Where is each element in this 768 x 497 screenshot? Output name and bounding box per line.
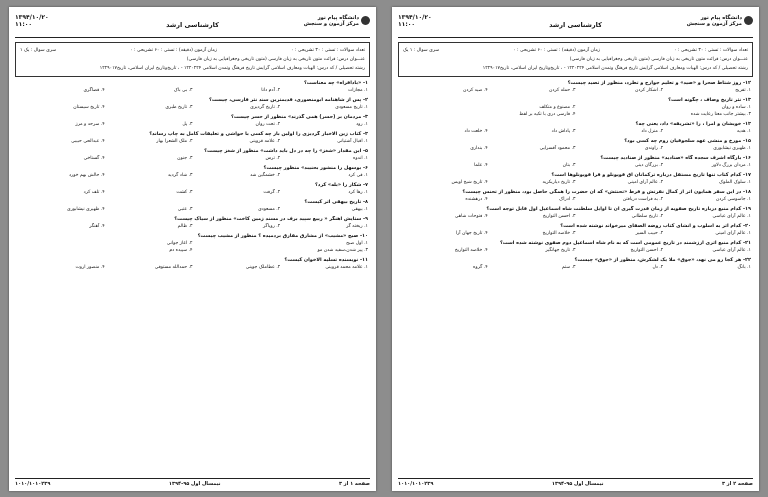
answer-option[interactable]: ۴. خلاصه التواریخ bbox=[454, 248, 488, 253]
answer-option[interactable]: ۱. تاریخ مسعودی bbox=[335, 105, 368, 110]
answer-option[interactable]: ۲. عالم آرای امینی bbox=[627, 180, 664, 185]
course-title: عنـــوان درس: قرائت متون تاریخی به زبان فارسی (متون تاریخی وجغرافیایی به زبان فارسی) bbox=[569, 57, 748, 62]
exam-page-2 bbox=[392, 7, 759, 491]
answer-options bbox=[17, 172, 368, 179]
answer-options bbox=[400, 196, 751, 203]
answer-option[interactable]: ۴. تاریخ سیستان bbox=[73, 105, 105, 110]
answer-option[interactable]: ۴. آهنگر bbox=[89, 224, 105, 229]
exam-level-title: کارشناسی ارشد bbox=[549, 21, 602, 29]
answer-option[interactable]: ۲. ترس bbox=[265, 156, 281, 161]
answer-option[interactable]: ۳. ملک الشعرا بهار bbox=[156, 139, 193, 144]
answer-option[interactable]: ۳. تاریخ دیاربکریه bbox=[542, 180, 576, 185]
answer-option[interactable]: ۲. اغاز جوانی bbox=[166, 241, 193, 246]
exam-date-time: ۱۳۹۴/۱۰/۲۰ ۱۱:۰۰ bbox=[15, 14, 49, 28]
answer-option[interactable]: ۴. علما bbox=[474, 163, 488, 168]
answer-option[interactable]: ۲. رویاگر bbox=[263, 224, 281, 229]
question-text: ۱۵- مورخ و منشی عهد سلجوقیان روم چه کسی بود؟ bbox=[624, 138, 751, 144]
semester: نیمسال اول ۹۵-۱۳۹۴ bbox=[168, 481, 221, 487]
answer-option[interactable]: ۳. پیر شدن،سفید شدن مو bbox=[317, 248, 368, 253]
answer-option[interactable]: ۱. مجازات bbox=[347, 88, 368, 93]
answer-option[interactable]: ۱. ظهیری نیشابوری bbox=[713, 146, 751, 151]
university-name: دانشگاه پیام نور مرکز آزمون و سنجش bbox=[686, 15, 742, 27]
answer-options bbox=[17, 264, 368, 271]
question-text: ۶- بوسهل را منشور بحنیبد» منظور چیست؟ bbox=[263, 165, 368, 171]
exam-code: ۱۰۱۰/۱۰۱۰۲۳۹ bbox=[398, 481, 434, 487]
answer-option[interactable]: ۱. سلوک الملوک bbox=[718, 180, 751, 185]
page-header bbox=[398, 7, 753, 38]
question-text: ۱۲- روز شتاط صحرا و «صید» و تعلیم جوارح و تطرد، منظور از تصید چیست؟ bbox=[567, 80, 751, 86]
answer-option[interactable]: ۲. احسن التواریخ bbox=[630, 248, 664, 253]
answer-option[interactable]: ۴. سرحد و مرز bbox=[75, 122, 105, 127]
answer-option[interactable]: ۴. خلعت داد bbox=[464, 129, 488, 134]
question-text: ۷- شکار را «بله» کرد؟ bbox=[315, 182, 368, 188]
answer-option[interactable]: ۳. حمله کردن bbox=[549, 88, 576, 93]
answer-option[interactable]: ۱. عالم آرای امینی bbox=[715, 231, 751, 236]
question-text: ۲۲- هر کجا رو می نهد، «جوق» ملا یک لشکرش، منظور از «جوق» چیست؟ bbox=[574, 257, 751, 263]
answer-options bbox=[17, 240, 368, 254]
answer-option[interactable]: ۴. گستاخی bbox=[83, 156, 105, 161]
question-text: ۱۰- صبح «مشیب» از مشارق مفارق بردمیده ؟ منظور از مشیب چیست؟ bbox=[197, 233, 368, 239]
answer-option[interactable]: ۳. جنون bbox=[177, 156, 193, 161]
answer-options bbox=[17, 206, 368, 213]
answer-option[interactable]: ۱. جاسوسی کردن bbox=[715, 197, 751, 202]
answer-options bbox=[17, 121, 368, 128]
course-title: عنـــوان درس: قرائت متون تاریخی به زبان فارسی (متون تاریخی وجغرافیایی به زبان فارسی) bbox=[186, 57, 365, 62]
answer-option[interactable]: ۳. ستم bbox=[561, 265, 576, 270]
answer-option[interactable]: ۲. خشمگین شد bbox=[250, 173, 281, 178]
questions-count: تعداد سوالات : تستی : ۳۰ تشریحی : ۰ bbox=[291, 48, 365, 53]
answer-options bbox=[400, 104, 751, 118]
answer-option[interactable]: ۱. ساده و روان bbox=[721, 105, 751, 110]
answer-options bbox=[17, 87, 368, 94]
answer-option[interactable]: ۴. تلف کرد bbox=[83, 190, 105, 195]
answer-option[interactable]: ۳. احسن التواریخ bbox=[542, 214, 576, 219]
field-code: رشته تحصیلی / کد درس: الهیات ومعارف اسلامی گرایش تاریخ فرهنگ وتمدن اسلامی ۱۲۲۰۲۲۴ - ، تاریخ‌وتاریخ ایران اسلامی، تاریخ۱۲۲۹۰۱۷ bbox=[482, 66, 748, 71]
page-header bbox=[15, 7, 370, 38]
field-code: رشته تحصیلی / کد درس: الهیات ومعارف اسلامی گرایش تاریخ فرهنگ وتمدن اسلامی ۱۲۲۰۲۲۴ - ، تاریخ‌وتاریخ ایران اسلامی، تاریخ۱۲۲۹۰۱۷ bbox=[99, 66, 365, 71]
answer-option[interactable]: ۱. رها کرد bbox=[348, 190, 368, 195]
answer-option[interactable]: ۳. عتبی bbox=[177, 207, 193, 212]
question-text: ۹- ستایش آهنگر « ربیع سپید برف در مسند زمین کاخت» منظور از سیاک چیست؟ bbox=[174, 216, 368, 222]
answer-option[interactable]: ۴. درهشنده bbox=[465, 197, 488, 202]
question-text: ۱۳- نثر تاریخ وصاف ، چگونه است؟ bbox=[668, 97, 751, 103]
answer-options bbox=[400, 264, 751, 271]
answer-option[interactable]: ۲. به فراست دریافتن bbox=[622, 197, 664, 202]
question-text: ۱۱- نویسنده تسلیه الاخوان کیست؟ bbox=[284, 257, 368, 263]
answer-option[interactable]: ۱. تفریح bbox=[735, 88, 751, 93]
answer-option[interactable]: ۲. مسعودی bbox=[258, 207, 281, 212]
answer-option[interactable]: ۲. حبیب السیر bbox=[635, 231, 664, 236]
answer-options bbox=[400, 230, 751, 237]
page-number: صفحه ۱ از ۳ bbox=[338, 481, 370, 487]
answer-option[interactable]: ۲. راوندی bbox=[644, 146, 664, 151]
answer-option[interactable]: ۳. شاد گردید bbox=[167, 173, 193, 178]
answer-options bbox=[400, 128, 751, 135]
answer-option[interactable]: ۱. قی کرد bbox=[348, 173, 368, 178]
answer-option[interactable]: ۳. ادراک bbox=[559, 197, 576, 202]
answer-option[interactable]: ۴. فتوحات شاهی bbox=[454, 214, 488, 219]
answer-option[interactable]: ۳. ظالم bbox=[177, 224, 193, 229]
questions-count: تعداد سوالات : تستی : ۳۰ تشریحی : ۰ bbox=[674, 48, 748, 53]
question-text: ۱۶- بارگاه اشرف سجده گاه «صنادید» منظور از صنادید چیست؟ bbox=[600, 155, 751, 161]
answer-option[interactable]: ۳. پل bbox=[182, 122, 193, 127]
question-text: ۴- کتاب زین الاخبار گردیزی را اولین بار چه کسی با حواشی و تعلیقات کامل به چاپ رساند؟ bbox=[149, 131, 368, 137]
answer-option[interactable]: ۲. تاریخ گردیزی bbox=[250, 105, 281, 110]
answer-option[interactable]: ۴. فارسی دری با تکیه بر لفظ bbox=[519, 112, 576, 117]
answer-option[interactable]: ۱. مردان بزرگ دلاور bbox=[711, 163, 751, 168]
answer-option[interactable]: ۴. تاریخ شیخ اویس bbox=[451, 180, 488, 185]
answer-option[interactable]: ۱. اندوه bbox=[353, 156, 368, 161]
answer-option[interactable]: ۱. هدیه bbox=[737, 129, 751, 134]
university-name: دانشگاه پیام نور مرکز آزمون و سنجش bbox=[303, 15, 359, 27]
question-text: ۲۰- کدام اثر به اسلوب و انشای کتاب روضه الصفای میرخواند نوشته شده است؟ bbox=[560, 223, 751, 229]
question-text: ۱۴- خویشان و امرا ، را «تشریفه» داد، یعنی چه؟ bbox=[635, 121, 751, 127]
answer-options bbox=[400, 145, 751, 152]
answer-option[interactable]: ۳. حمدالله مستوفی bbox=[154, 265, 193, 270]
answer-option[interactable]: ۱. اقبال آشتیانی bbox=[337, 139, 368, 144]
question-text: ۱۹- کدام منبع درباره تاریخ صفویه از زمان قدرت گیری آن تا اوایل سلطنت شاه اسماعیل اول قابل توجه است؟ bbox=[486, 206, 751, 212]
exam-level-title: کارشناسی ارشد bbox=[166, 21, 219, 29]
answer-option[interactable]: ۱. علامه محمد قزوینی bbox=[325, 265, 368, 270]
answer-option[interactable]: ۳. پاداش داد bbox=[551, 129, 576, 134]
answer-options bbox=[17, 104, 368, 111]
answer-option[interactable]: ۱. عالم آرای عباسی bbox=[712, 214, 751, 219]
question-text: ۱۸- در این سفر همایون اثر از کمال نفرتش و فرط «تحنثش» که آن حضرت را همگی حاصل بود، منظور از تحنس چیست؟ bbox=[462, 189, 751, 195]
answer-option[interactable]: ۴. بنداری bbox=[470, 146, 488, 151]
answer-option[interactable]: ۲. اشکار کردن bbox=[634, 88, 664, 93]
exam-info-box bbox=[398, 42, 753, 77]
answer-options bbox=[400, 162, 751, 169]
answer-option[interactable]: ۳. تاریخ جهانگیر bbox=[545, 248, 576, 253]
question-text: ۱- «بادافراه» چه معناست؟ bbox=[303, 80, 368, 86]
answer-options bbox=[400, 213, 751, 220]
exam-meta-row bbox=[403, 46, 748, 55]
answer-option[interactable]: ۴. گروه bbox=[473, 265, 488, 270]
page-footer bbox=[398, 478, 753, 487]
answer-option[interactable]: ۴. قضاگری bbox=[83, 88, 105, 93]
answer-options bbox=[17, 223, 368, 230]
answer-option[interactable]: ۴. سپیده دم bbox=[169, 248, 193, 253]
answer-option[interactable]: ۳. بتان bbox=[562, 163, 576, 168]
answer-option[interactable]: ۱. رود bbox=[356, 122, 368, 127]
answer-option[interactable]: ۱. عالم آرای عباسی bbox=[712, 248, 751, 253]
answer-options bbox=[17, 155, 368, 162]
answer-option[interactable]: ۴. عبدالحی حبیبی bbox=[71, 139, 105, 144]
answer-option[interactable]: ۱. ریخته گر bbox=[346, 224, 368, 229]
answer-option[interactable]: ۳. خلاصه التواریخ bbox=[542, 231, 576, 236]
exam-meta-row bbox=[20, 46, 365, 55]
question-text: ۸- تاریخ بیهقی اثر کیست؟ bbox=[304, 199, 368, 205]
question-text: ۱۷- کدام کتاب تنها تاریخ مستقل درباره ترکمانان آق قویونلو و قرا قویونلوها است؟ bbox=[551, 172, 751, 178]
answer-option[interactable]: ۳. محمود آقسرایی bbox=[539, 146, 576, 151]
exam-info-box bbox=[15, 42, 370, 77]
answer-option[interactable]: ۳. تاریخ طبری bbox=[165, 105, 193, 110]
question-text: ۲- پس از شاهنامه ابومنصوری، قدیمترین سند نثر فارسی، چیست؟ bbox=[208, 97, 368, 103]
answer-option[interactable]: ۲. عطاملک جوینی bbox=[245, 265, 281, 270]
answer-option[interactable]: ۲. علامه قزوینی bbox=[249, 139, 281, 144]
answer-option[interactable]: ۱. اول صبح bbox=[346, 241, 368, 246]
question-series: سری سوال : ۱ یک bbox=[403, 48, 440, 53]
answer-option[interactable]: ۳. کشت bbox=[176, 190, 193, 195]
answer-options bbox=[400, 179, 751, 186]
page-footer bbox=[15, 478, 370, 487]
exam-duration: زمان آزمون (دقیقه) : تستی : ۶۰ تشریحی : ۰ bbox=[130, 48, 218, 53]
answer-option[interactable]: ۲. منزل داد bbox=[641, 129, 664, 134]
answer-option[interactable]: ۲. مصنوع و متکلف bbox=[539, 105, 576, 110]
answer-option[interactable]: ۲. بزرگان دینی bbox=[634, 163, 664, 168]
answer-option[interactable]: ۲. دل bbox=[652, 265, 664, 270]
page-number: صفحه ۲ از ۳ bbox=[721, 481, 753, 487]
question-text: ۳- مردمان بر (حسر) همی گذرند» منظور از حسر چیست؟ bbox=[230, 114, 368, 120]
answer-option[interactable]: ۱. بانگ bbox=[737, 265, 751, 270]
answer-option[interactable]: ۴. منصور اروت bbox=[75, 265, 105, 270]
answer-option[interactable]: ۳. بی باک bbox=[173, 88, 193, 93]
exam-date-time: ۱۳۹۴/۱۰/۲۰ ۱۱:۰۰ bbox=[398, 14, 432, 28]
exam-code: ۱۰۱۰/۱۰۱۰۲۳۹ bbox=[15, 481, 51, 487]
answer-options bbox=[400, 87, 751, 94]
answer-option[interactable]: ۴. صید کردن bbox=[463, 88, 488, 93]
answer-option[interactable]: ۲. تحت روان bbox=[255, 122, 281, 127]
exam-page-1 bbox=[9, 7, 376, 491]
question-text: ۲۱- کدام منبع اثری ارزشمند در تاریخ عمومی است که به نام شاه اسماعیل دوم صفوی نوشته شده است؟ bbox=[499, 240, 751, 246]
answer-option[interactable]: ۲. آدم دانا bbox=[261, 88, 281, 93]
answer-options bbox=[17, 138, 368, 145]
answer-option[interactable]: ۴. حالش بهم خورد bbox=[69, 173, 105, 178]
answer-options bbox=[400, 247, 751, 254]
answer-option[interactable]: ۳. بیشتر جانب معنا رعایت شده bbox=[690, 112, 751, 117]
answer-option[interactable]: ۲. تاریخ سلطانی bbox=[631, 214, 664, 219]
question-text: ۵- این مقدار «شغز» را چه در دل باید داشت» منظور از شغز چیست؟ bbox=[204, 148, 368, 154]
semester: نیمسال اول ۹۵-۱۳۹۴ bbox=[551, 481, 604, 487]
question-series: سری سوال : یک ۱ bbox=[20, 48, 57, 53]
answer-option[interactable]: ۱. بیهقی bbox=[351, 207, 368, 212]
answer-options bbox=[17, 189, 368, 196]
answer-option[interactable]: ۴. ظهیری نیشابوری bbox=[66, 207, 105, 212]
answer-option[interactable]: ۴. تاریخ جهان آرا bbox=[455, 231, 488, 236]
answer-option[interactable]: ۲. گرفت bbox=[263, 190, 281, 195]
question-list bbox=[17, 80, 368, 271]
question-list bbox=[400, 80, 751, 271]
exam-duration: زمان آزمون (دقیقه) : تستی : ۶۰ تشریحی : ۰ bbox=[513, 48, 601, 53]
